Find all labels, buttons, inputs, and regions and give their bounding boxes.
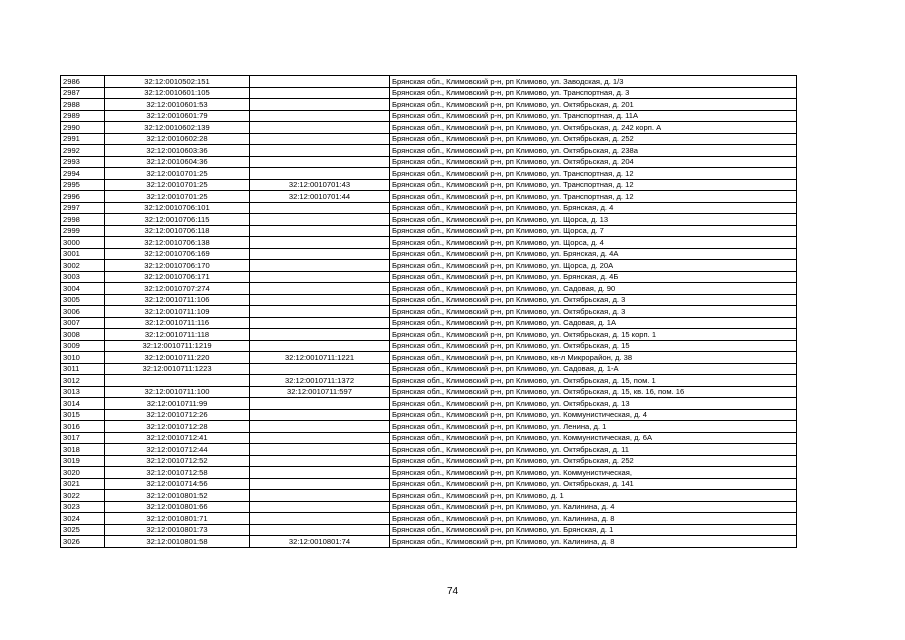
related-cadastral-number-cell: [250, 340, 390, 352]
address-cell: Брянская обл., Климовский р-н, рп Климово, ул. Брянская, д. 4Б: [390, 271, 797, 283]
table-row: [61, 524, 797, 536]
table-row: [61, 156, 797, 168]
cadastral-number-cell: 32:12:0010706:101: [105, 202, 250, 214]
table-row: [61, 317, 797, 329]
related-cadastral-number-cell: [250, 432, 390, 444]
related-cadastral-number-cell: 32:12:0010711:597: [250, 386, 390, 398]
row-number-cell: 3011: [61, 363, 105, 375]
cadastral-number-cell: 32:12:0010711:1223: [105, 363, 250, 375]
address-cell: Брянская обл., Климовский р-н, рп Климово, ул. Брянская, д. 4А: [390, 248, 797, 260]
related-cadastral-number-cell: [250, 398, 390, 410]
cadastral-number-cell: 32:12:0010712:26: [105, 409, 250, 421]
row-number-cell: 3010: [61, 352, 105, 364]
table-row: [61, 478, 797, 490]
page-number: 74: [446, 586, 459, 597]
address-cell: Брянская обл., Климовский р-н, рп Климово, кв-л Микрорайон, д. 38: [390, 352, 797, 364]
address-cell: Брянская обл., Климовский р-н, рп Климово, ул. Транспортная, д. 12: [390, 191, 797, 203]
cadastral-number-cell: 32:12:0010701:25: [105, 179, 250, 191]
table-row: [61, 455, 797, 467]
table-row: [61, 260, 797, 272]
address-cell: Брянская обл., Климовский р-н, рп Климово, ул. Калинина, д. 4: [390, 501, 797, 513]
row-number-cell: 2989: [61, 110, 105, 122]
cadastral-number-cell: 32:12:0010706:138: [105, 237, 250, 249]
related-cadastral-number-cell: 32:12:0010711:1372: [250, 375, 390, 387]
address-cell: Брянская обл., Климовский р-н, рп Климово, д. 1: [390, 490, 797, 502]
table-row: [61, 179, 797, 191]
address-cell: Брянская обл., Климовский р-н, рп Климово, ул. Брянская, д. 1: [390, 524, 797, 536]
cadastral-number-cell: 32:12:0010602:28: [105, 133, 250, 145]
table-row: [61, 225, 797, 237]
related-cadastral-number-cell: [250, 409, 390, 421]
cadastral-number-cell: [105, 375, 250, 387]
cadastral-number-cell: 32:12:0010602:139: [105, 122, 250, 134]
row-number-cell: 3006: [61, 306, 105, 318]
row-number-cell: 2996: [61, 191, 105, 203]
address-cell: Брянская обл., Климовский р-н, рп Климово, ул. Октябрьская, д. 242 корп. А: [390, 122, 797, 134]
related-cadastral-number-cell: [250, 524, 390, 536]
row-number-cell: 2988: [61, 99, 105, 111]
table-row: [61, 306, 797, 318]
related-cadastral-number-cell: [250, 99, 390, 111]
related-cadastral-number-cell: [250, 248, 390, 260]
row-number-cell: 3005: [61, 294, 105, 306]
cadastral-number-cell: 32:12:0010711:100: [105, 386, 250, 398]
table-row: [61, 536, 797, 548]
table-row: [61, 352, 797, 364]
related-cadastral-number-cell: 32:12:0010801:74: [250, 536, 390, 548]
cadastral-number-cell: 32:12:0010711:1219: [105, 340, 250, 352]
row-number-cell: 3019: [61, 455, 105, 467]
row-number-cell: 3007: [61, 317, 105, 329]
related-cadastral-number-cell: [250, 145, 390, 157]
address-cell: Брянская обл., Климовский р-н, рп Климово, ул. Октябрьская, д. 3: [390, 306, 797, 318]
related-cadastral-number-cell: [250, 202, 390, 214]
row-number-cell: 2993: [61, 156, 105, 168]
address-cell: Брянская обл., Климовский р-н, рп Климово, ул. Октябрьская, д. 15, кв. 16, пом. 16: [390, 386, 797, 398]
table-row: [61, 133, 797, 145]
related-cadastral-number-cell: [250, 317, 390, 329]
address-cell: Брянская обл., Климовский р-н, рп Климово, ул. Октябрьская, д. 204: [390, 156, 797, 168]
cadastral-number-cell: 32:12:0010604:36: [105, 156, 250, 168]
cadastral-number-cell: 32:12:0010701:25: [105, 191, 250, 203]
cadastral-number-cell: 32:12:0010711:220: [105, 352, 250, 364]
address-cell: Брянская обл., Климовский р-н, рп Климово, ул. Октябрьская, д. 15, пом. 1: [390, 375, 797, 387]
table-row: [61, 409, 797, 421]
cadastral-number-cell: 32:12:0010801:66: [105, 501, 250, 513]
cadastral-number-cell: 32:12:0010801:71: [105, 513, 250, 525]
table-row: [61, 421, 797, 433]
related-cadastral-number-cell: [250, 76, 390, 88]
related-cadastral-number-cell: [250, 421, 390, 433]
row-number-cell: 3001: [61, 248, 105, 260]
address-cell: Брянская обл., Климовский р-н, рп Климово, ул. Октябрьская, д. 201: [390, 99, 797, 111]
row-number-cell: 2998: [61, 214, 105, 226]
address-cell: Брянская обл., Климовский р-н, рп Климово, ул. Транспортная, д. 11А: [390, 110, 797, 122]
row-number-cell: 2991: [61, 133, 105, 145]
registry-table-body: [61, 76, 797, 548]
cadastral-number-cell: 32:12:0010603:36: [105, 145, 250, 157]
registry-table: [60, 75, 797, 548]
row-number-cell: 3004: [61, 283, 105, 295]
address-cell: Брянская обл., Климовский р-н, рп Климово, ул. Садовая, д. 1-А: [390, 363, 797, 375]
cadastral-number-cell: 32:12:0010712:44: [105, 444, 250, 456]
table-row: [61, 191, 797, 203]
cadastral-number-cell: 32:12:0010502:151: [105, 76, 250, 88]
row-number-cell: 3002: [61, 260, 105, 272]
related-cadastral-number-cell: [250, 214, 390, 226]
cadastral-number-cell: 32:12:0010711:99: [105, 398, 250, 410]
address-cell: Брянская обл., Климовский р-н, рп Климово, ул. Щорса, д. 7: [390, 225, 797, 237]
related-cadastral-number-cell: [250, 513, 390, 525]
address-cell: Брянская обл., Климовский р-н, рп Климово, ул. Щорса, д. 13: [390, 214, 797, 226]
row-number-cell: 3000: [61, 237, 105, 249]
address-cell: Брянская обл., Климовский р-н, рп Климово, ул. Садовая, д. 1А: [390, 317, 797, 329]
cadastral-number-cell: 32:12:0010712:28: [105, 421, 250, 433]
related-cadastral-number-cell: [250, 490, 390, 502]
row-number-cell: 2997: [61, 202, 105, 214]
cadastral-number-cell: 32:12:0010712:41: [105, 432, 250, 444]
address-cell: Брянская обл., Климовский р-н, рп Климово, ул. Октябрьская, д. 11: [390, 444, 797, 456]
row-number-cell: 3023: [61, 501, 105, 513]
related-cadastral-number-cell: [250, 271, 390, 283]
row-number-cell: 3012: [61, 375, 105, 387]
related-cadastral-number-cell: 32:12:0010711:1221: [250, 352, 390, 364]
cadastral-number-cell: 32:12:0010711:106: [105, 294, 250, 306]
table-row: [61, 386, 797, 398]
address-cell: Брянская обл., Климовский р-н, рп Климово, ул. Октябрьская, д. 252: [390, 133, 797, 145]
cadastral-number-cell: 32:12:0010601:79: [105, 110, 250, 122]
address-cell: Брянская обл., Климовский р-н, рп Климово, ул. Транспортная, д. 12: [390, 179, 797, 191]
row-number-cell: 3025: [61, 524, 105, 536]
cadastral-number-cell: 32:12:0010706:115: [105, 214, 250, 226]
cadastral-number-cell: 32:12:0010707:274: [105, 283, 250, 295]
row-number-cell: 3014: [61, 398, 105, 410]
cadastral-number-cell: 32:12:0010706:170: [105, 260, 250, 272]
related-cadastral-number-cell: [250, 501, 390, 513]
related-cadastral-number-cell: 32:12:0010701:44: [250, 191, 390, 203]
related-cadastral-number-cell: [250, 225, 390, 237]
row-number-cell: 2995: [61, 179, 105, 191]
address-cell: Брянская обл., Климовский р-н, рп Климово, ул. Транспортная, д. 12: [390, 168, 797, 180]
table-row: [61, 444, 797, 456]
address-cell: Брянская обл., Климовский р-н, рп Климово, ул. Коммунистическая, д. 4: [390, 409, 797, 421]
cadastral-number-cell: 32:12:0010712:58: [105, 467, 250, 479]
table-row: [61, 513, 797, 525]
related-cadastral-number-cell: [250, 467, 390, 479]
cadastral-number-cell: 32:12:0010712:52: [105, 455, 250, 467]
row-number-cell: 3026: [61, 536, 105, 548]
address-cell: Брянская обл., Климовский р-н, рп Климово, ул. Октябрьская, д. 141: [390, 478, 797, 490]
table-row: [61, 271, 797, 283]
related-cadastral-number-cell: [250, 122, 390, 134]
address-cell: Брянская обл., Климовский р-н, рп Климово, ул. Щорса, д. 20А: [390, 260, 797, 272]
table-row: [61, 202, 797, 214]
row-number-cell: 3017: [61, 432, 105, 444]
row-number-cell: 2992: [61, 145, 105, 157]
table-row: [61, 237, 797, 249]
table-row: [61, 110, 797, 122]
address-cell: Брянская обл., Климовский р-н, рп Климово, ул. Транспортная, д. 3: [390, 87, 797, 99]
table-row: [61, 283, 797, 295]
address-cell: Брянская обл., Климовский р-н, рп Климово, ул. Заводская, д. 1/3: [390, 76, 797, 88]
address-cell: Брянская обл., Климовский р-н, рп Климово, ул. Октябрьская, д. 13: [390, 398, 797, 410]
row-number-cell: 2987: [61, 87, 105, 99]
cadastral-number-cell: 32:12:0010711:118: [105, 329, 250, 341]
cadastral-number-cell: 32:12:0010706:171: [105, 271, 250, 283]
related-cadastral-number-cell: [250, 260, 390, 272]
related-cadastral-number-cell: [250, 237, 390, 249]
table-row: [61, 375, 797, 387]
address-cell: Брянская обл., Климовский р-н, рп Климово, ул. Октябрьская, д. 3: [390, 294, 797, 306]
row-number-cell: 3015: [61, 409, 105, 421]
table-row: [61, 467, 797, 479]
table-row: [61, 99, 797, 111]
cadastral-number-cell: 32:12:0010801:52: [105, 490, 250, 502]
address-cell: Брянская обл., Климовский р-н, рп Климово, ул. Октябрьская, д. 15 корп. 1: [390, 329, 797, 341]
row-number-cell: 2994: [61, 168, 105, 180]
address-cell: Брянская обл., Климовский р-н, рп Климово, ул. Ленина, д. 1: [390, 421, 797, 433]
table-row: [61, 340, 797, 352]
address-cell: Брянская обл., Климовский р-н, рп Климово, ул. Октябрьская, д. 15: [390, 340, 797, 352]
table-row: [61, 329, 797, 341]
address-cell: Брянская обл., Климовский р-н, рп Климово, ул. Брянская, д. 4: [390, 202, 797, 214]
table-row: [61, 501, 797, 513]
related-cadastral-number-cell: [250, 329, 390, 341]
row-number-cell: 2999: [61, 225, 105, 237]
address-cell: Брянская обл., Климовский р-н, рп Климово, ул. Коммунистическая,: [390, 467, 797, 479]
related-cadastral-number-cell: [250, 87, 390, 99]
related-cadastral-number-cell: [250, 363, 390, 375]
related-cadastral-number-cell: [250, 306, 390, 318]
table-row: [61, 490, 797, 502]
table-row: [61, 168, 797, 180]
address-cell: Брянская обл., Климовский р-н, рп Климово, ул. Калинина, д. 8: [390, 536, 797, 548]
table-row: [61, 214, 797, 226]
address-cell: Брянская обл., Климовский р-н, рп Климово, ул. Октябрьская, д. 252: [390, 455, 797, 467]
related-cadastral-number-cell: 32:12:0010701:43: [250, 179, 390, 191]
related-cadastral-number-cell: [250, 455, 390, 467]
related-cadastral-number-cell: [250, 168, 390, 180]
row-number-cell: 2986: [61, 76, 105, 88]
table-row: [61, 363, 797, 375]
cadastral-number-cell: 32:12:0010701:25: [105, 168, 250, 180]
cadastral-number-cell: 32:12:0010706:118: [105, 225, 250, 237]
table-row: [61, 398, 797, 410]
table-row: [61, 122, 797, 134]
cadastral-number-cell: 32:12:0010706:169: [105, 248, 250, 260]
table-row: [61, 76, 797, 88]
address-cell: Брянская обл., Климовский р-н, рп Климово, ул. Октябрьская, д. 238а: [390, 145, 797, 157]
cadastral-number-cell: 32:12:0010601:53: [105, 99, 250, 111]
related-cadastral-number-cell: [250, 110, 390, 122]
row-number-cell: 3016: [61, 421, 105, 433]
cadastral-number-cell: 32:12:0010711:116: [105, 317, 250, 329]
table-row: [61, 145, 797, 157]
row-number-cell: 3020: [61, 467, 105, 479]
cadastral-number-cell: 32:12:0010601:105: [105, 87, 250, 99]
address-cell: Брянская обл., Климовский р-н, рп Климово, ул. Калинина, д. 8: [390, 513, 797, 525]
row-number-cell: 3024: [61, 513, 105, 525]
row-number-cell: 3022: [61, 490, 105, 502]
related-cadastral-number-cell: [250, 133, 390, 145]
row-number-cell: 3021: [61, 478, 105, 490]
row-number-cell: 2990: [61, 122, 105, 134]
row-number-cell: 3018: [61, 444, 105, 456]
table-row: [61, 432, 797, 444]
related-cadastral-number-cell: [250, 156, 390, 168]
related-cadastral-number-cell: [250, 283, 390, 295]
cadastral-number-cell: 32:12:0010714:56: [105, 478, 250, 490]
address-cell: Брянская обл., Климовский р-н, рп Климово, ул. Коммунистическая, д. 6А: [390, 432, 797, 444]
row-number-cell: 3013: [61, 386, 105, 398]
cadastral-number-cell: 32:12:0010711:109: [105, 306, 250, 318]
cadastral-number-cell: 32:12:0010801:73: [105, 524, 250, 536]
related-cadastral-number-cell: [250, 294, 390, 306]
row-number-cell: 3003: [61, 271, 105, 283]
address-cell: Брянская обл., Климовский р-н, рп Климово, ул. Садовая, д. 90: [390, 283, 797, 295]
related-cadastral-number-cell: [250, 478, 390, 490]
row-number-cell: 3009: [61, 340, 105, 352]
table-row: [61, 294, 797, 306]
address-cell: Брянская обл., Климовский р-н, рп Климово, ул. Щорса, д. 4: [390, 237, 797, 249]
related-cadastral-number-cell: [250, 444, 390, 456]
cadastral-number-cell: 32:12:0010801:58: [105, 536, 250, 548]
table-row: [61, 87, 797, 99]
row-number-cell: 3008: [61, 329, 105, 341]
table-row: [61, 248, 797, 260]
